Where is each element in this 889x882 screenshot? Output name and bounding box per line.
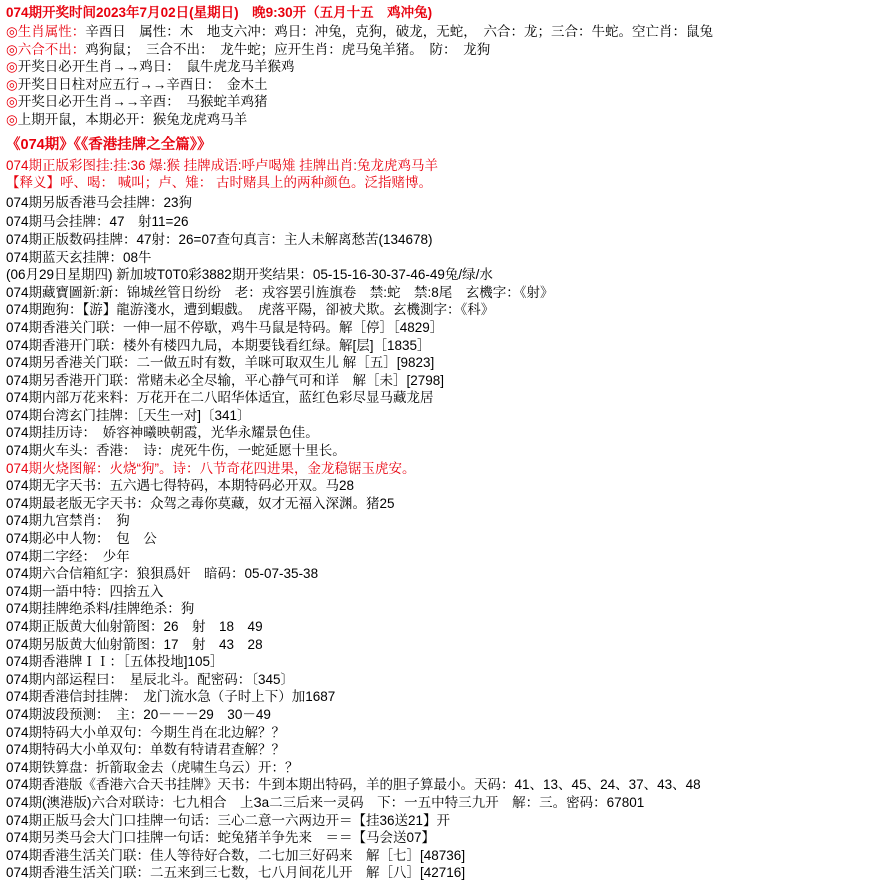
attribute-text: 开奖日日柱对应五行→→辛酉日： 金木土 [17,76,268,92]
content-row: 074期香港牌ＩＩ：［五体投地]105］ [6,654,224,670]
attribute-line [0,76,889,94]
attributes-block [0,23,889,129]
content-row: 074期蓝天玄挂牌：08牛 [6,249,152,265]
attribute-line [0,23,889,41]
content-row: 074期挂牌绝杀料/挂牌绝杀：狗 [6,601,195,617]
attribute-marker: ◎ [6,111,18,127]
content-row: 074期正版马会大门口挂牌一句话：三心二意一六两边开＝【挂36送21】开 [6,812,451,828]
content-row: 074期正版黄大仙射箭图：26 射 18 49 [6,619,263,634]
content-row: 074期正版彩图挂:挂:36 爆:猴 挂牌成语:呼卢喝雉 挂牌出肖:兔龙虎鸡马羊 [6,157,439,173]
content-row: 074期内部万花来料：万花开在二八昭华体适宜，蓝红色彩尽显马藏龙居 [6,390,434,406]
content-row: 074期香港关门联：一伸一屈不停歇，鸡牛马鼠是特码。解［停］［4829］ [6,319,444,335]
content-row: 074期另香港关门联：二一做五时有数，羊咪可取双生儿 解［五］[9823] [6,355,435,371]
content-row: 074期香港信封挂牌： 龙门流水急（子时上下）加1687 [6,689,336,705]
content-row: 074期火车头：香港： 诗：虎死牛伤，一蛇延愿十里长。 [6,443,346,459]
attribute-marker: ◎ [6,94,18,110]
content-row: 074期另类马会大门口挂牌一句话：蛇兔猪羊争先来 ＝＝【马会送07】 [6,830,436,846]
attribute-line [0,58,889,76]
content-row: 074期(澳港版)六合对联诗：七九相合 上За二三后来一灵码 下：一五中特三九开 解：三。密码：67801 [6,794,645,810]
section-title: 《074期》《《香港挂牌之全篇》》 [6,136,212,153]
attribute-marker: ◎ [6,24,18,39]
content-row: 074期正版数码挂牌：47射：26=07查句真言：主人未解离愁苦(134678) [6,231,433,247]
content-row: 074期二字经： 少年 [6,548,130,564]
content-row: 074期另版香港马会挂牌：23狗 [6,194,193,210]
attribute-marker: ◎ [6,76,18,92]
content-row: 074期台湾玄门挂牌：［天生一对]〔341〕 [6,407,251,423]
content-row: 074期九宫禁肖： 狗 [6,513,130,529]
content-row: 074期最老版无字天书：众驾之毒你莫藏，奴才无福入深渊。猪25 [6,495,395,511]
attribute-marker: ◎ [6,59,18,75]
content-row: 074期无字天书：五六遇七得特码，本期特码必开双。马28 [6,478,355,494]
page-title: 074期开奖时间2023年7月02日(星期日) 晚9:30开（五月十五 鸡冲兔) [6,5,433,20]
content-row: 074期另香港开门联：常赌未必全尽输，平心静气可和详 解［未］[2798] [6,372,445,388]
content-row: 074期香港开门联：楼外有楼四九局，本期要钱看红绿。解[层]［1835］ [6,337,431,353]
content-row: 【释义】呼、喝： 喊叫；卢、雉： 古时赌具上的两种颜色。泛指赌博。 [6,175,433,191]
content-row: 074期藏寶圖新:新：锦城丝管日纷纷 老：戎容罢引旌旗卷 禁:蛇 禁:8尾 玄機字：《射》 [6,284,554,300]
content-row: 074期六合信箱紅字：狼狽爲奸 暗码：05-07-35-38 [6,566,319,582]
content-row: 074期特码大小单双句：今期生肖在北边解？？ [6,724,286,740]
attribute-label: 六合不出： [17,41,86,57]
attribute-text: 上期开鼠，本期必开：猴兔龙虎鸡马羊 [17,111,248,127]
content-row: 074期特码大小单双句：单数有特请君查解？？ [6,742,286,758]
content-row: 074期香港生活关门联：二五来到三七数，七八月间花儿开 解［八］[42716] [6,865,466,881]
content-row: 074期波段预测： 主：20－－－29 30－49 [6,706,271,722]
attribute-line [0,111,889,129]
content-row: 074期香港版《香港六合天书挂牌》天书：牛到本期出特码，羊的胆子算最小。天码：41、13、45、24、37、43、48 [6,777,701,793]
attribute-line [0,41,889,59]
attribute-line [0,93,889,111]
content-row: 074期马会挂牌：47 射11=26 [6,214,189,230]
content-row: 074期一語中特：四捨五入 [6,583,164,599]
content-rows [0,157,889,882]
content-row: 074期挂历诗： 娇容神曦映朝霞，光华永耀景色佳。 [6,425,319,441]
attribute-marker: ◎ [6,41,18,57]
content-row: (06月29日星期四) 新加坡T0T0彩3882期开奖结果：05-15-16-30-37-46-49兔/绿/水 [6,267,493,283]
content-row: 074期内部运程曰： 星辰北斗。配密码：〔345〕 [6,671,295,687]
attribute-text: 开奖日必开生肖→→鸡日： 鼠牛虎龙马羊猴鸡 [17,59,295,75]
content-row: 074期香港生活关门联：佳人等待好合数，二七加三好码来 解［七］[48736] [6,847,466,863]
content-row: 074期另版黄大仙射箭图：17 射 43 28 [6,636,263,652]
content-row: 074期火烧图解：火烧“狗”。诗：八节奇花四进果，金龙稳锯玉虎安。 [6,460,416,476]
attribute-label: 生肖属性： [17,24,86,39]
content-row: 074期铁算盘：折箭取金去（虎啸生乌云）开：？ [6,759,299,775]
content-row: 074期跑狗：【游】龍游淺水，遭到蝦戲。 虎落平陽，卻被犬欺。玄機測字：《科》 [6,302,495,318]
attribute-text: 开奖日必开生肖→→辛酉： 马猴蛇羊鸡猪 [17,94,268,110]
attribute-text: 辛酉日 属性：木 地支六冲：鸡日：冲兔，克狗，破龙，无蛇， 六合：龙；三合：牛蛇。空亡肖：鼠兔 [85,24,714,39]
attribute-text: 鸡狗鼠； 三合不出： 龙牛蛇；应开生肖：虎马兔羊猪。 防： 龙狗 [85,41,491,57]
content-row: 074期必中人物： 包 公 [6,531,157,547]
